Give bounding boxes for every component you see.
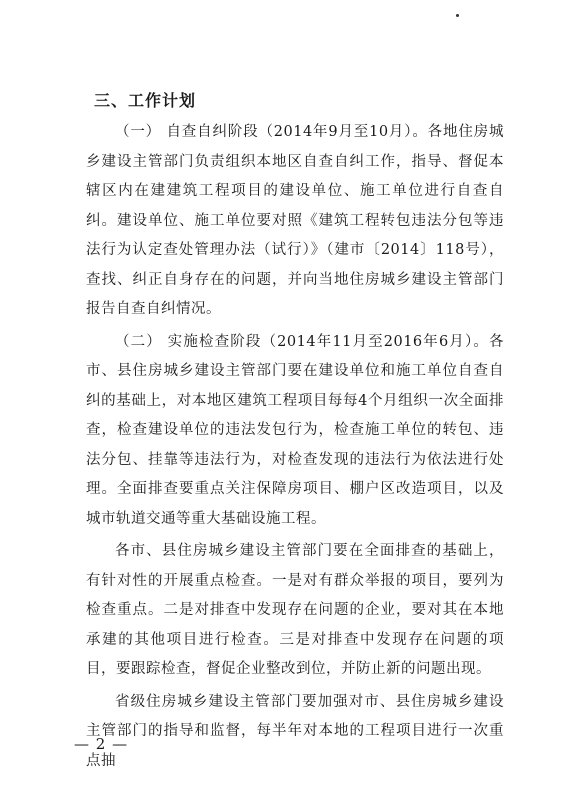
- paragraph-implementation-inspection: （二） 实施检查阶段（2014年11月至2016年6月）。各市、县住房城乡建设主管部门要在建设单位和施工单位自查自纠的基础上，对本地区建筑工程项目每每4个月组织一次全面排查，检查建设单位的违法发包行为，检查施工单位的转包、违法分包、挂靠等违法行为，对检查发现的违法行为依法进行处理。全面排查要重点关注保障房项目、棚户区改造项目，以及城市轨道交通等重大基础设施工程。: [86, 333, 504, 527]
- page-number: — 2 —: [74, 735, 129, 753]
- paragraph-key-inspection: 各市、县住房城乡建设主管部门要在全面排查的基础上，有针对性的开展重点检查。一是对有群众举报的项目，要列为检查重点。二是对排查中发现存在问题的企业，要对其在本地承建的其他项目进行检查。三是对排查中发现存在问题的项目，要跟踪检查，督促企业整改到位，并防止新的问题出现。: [86, 543, 504, 677]
- document-body: [86, 86, 504, 779]
- section-heading: 三、工作计划: [94, 91, 197, 110]
- scan-speck: [456, 14, 459, 17]
- paragraph-self-inspection: （一） 自查自纠阶段（2014年9月至10月）。各地住房城乡建设主管部门负责组织本地区自查自纠工作，指导、督促本辖区内在建建筑工程项目的建设单位、施工单位进行自查自纠。建设单位、施工单位要对照《建筑工程转包违法分包等违法行为认定查处管理办法（试行）》（建市〔2014〕118号），查找、纠正自身存在的问题，并向当地住房城乡建设主管部门报告自查自纠情况。: [86, 124, 504, 317]
- paragraph-provincial-supervision: 省级住房城乡建设主管部门要加强对市、县住房城乡建设主管部门的指导和监督，每半年对本地的工程项目进行一次重点抽: [86, 693, 504, 769]
